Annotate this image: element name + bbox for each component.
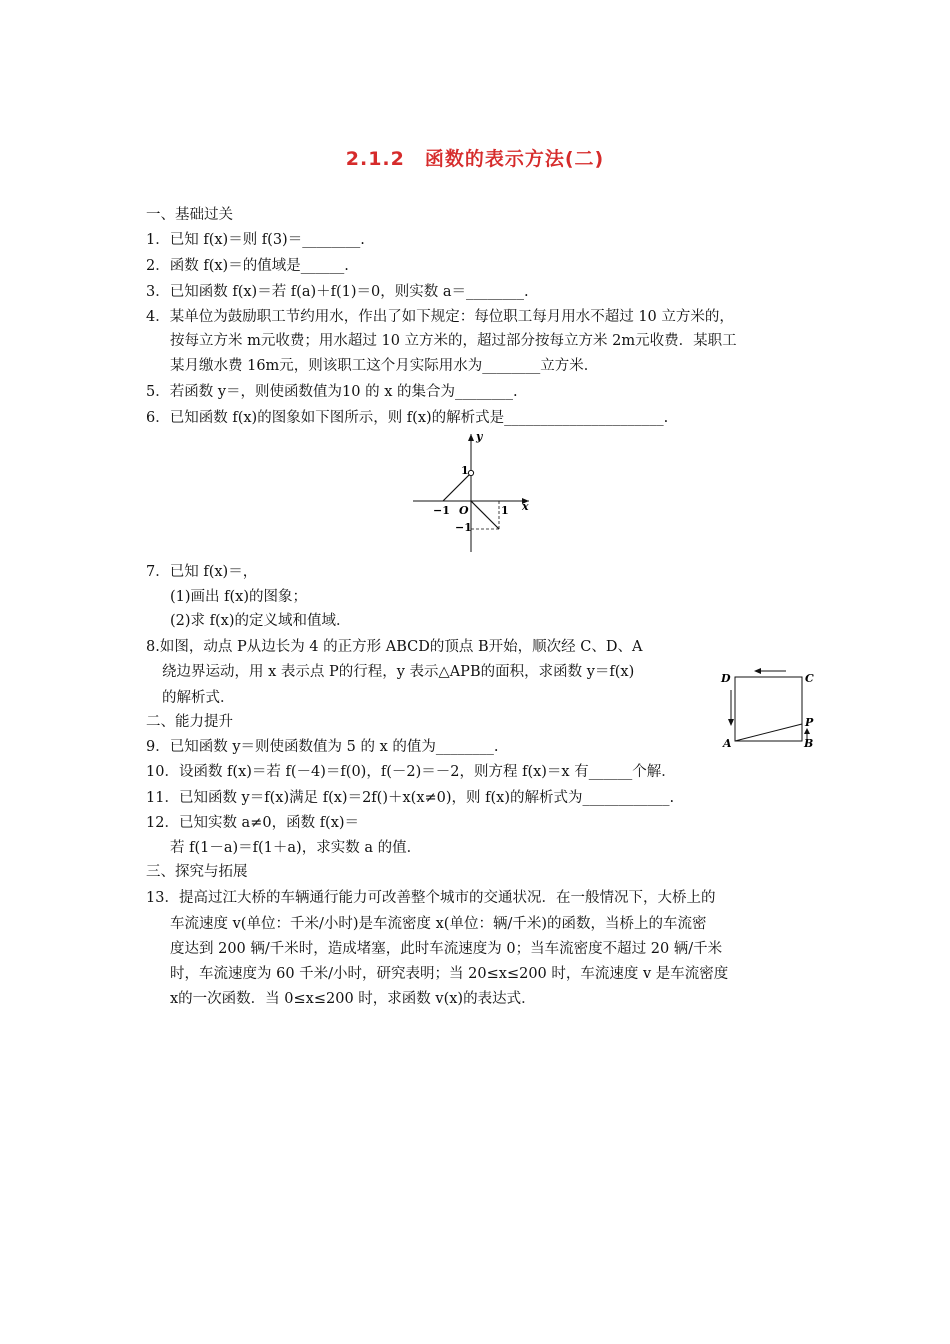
question-7-part-1: (1)画出 f(x)的图象； — [170, 589, 308, 605]
page-title: 2.1.2 函数的表示方法(二) — [345, 148, 605, 170]
question-7: 7．已知 f(x)＝， — [146, 564, 258, 580]
question-8-line-1: 8.如图，动点 P从边长为 4 的正方形 ABCD的顶点 B开始，顺次经 C、D、A — [146, 639, 643, 655]
question-13-line-3: 度达到 200 辆/千米时，造成堵塞，此时车流速度为 0；当车流密度不超过 20 辆/千米 — [170, 941, 723, 957]
tick-label-x-neg-1: −1 — [433, 504, 450, 517]
origin-label: O — [459, 504, 469, 517]
question-9: 9．已知函数 y＝则使函数值为 5 的 x 的值为________. — [146, 739, 499, 755]
question-12-line-1: 12．已知实数 a≠0，函数 f(x)＝ — [146, 815, 360, 831]
y-axis-arrow — [468, 434, 474, 441]
question-7-part-2: (2)求 f(x)的定义域和值域． — [170, 613, 351, 629]
arrow-left-head — [728, 719, 734, 726]
question-13-line-4: 时，车流速度为 60 千米/小时，研究表明；当 20≤x≤200 时，车流速度 v 是车流密度 — [170, 966, 729, 982]
square-abcd — [735, 677, 802, 741]
vertex-c: C — [805, 672, 814, 685]
question-6-graph — [405, 428, 540, 558]
question-10: 10．设函数 f(x)＝若 f(－4)＝f(0)，f(－2)＝－2，则方程 f(x)＝x 有______个解． — [146, 764, 676, 780]
point-p: P — [805, 716, 814, 729]
tick-label-x-1: 1 — [501, 504, 509, 517]
question-6: 6．已知函数 f(x)的图象如下图所示，则 f(x)的解析式是______________________. — [146, 410, 669, 426]
vertex-a: A — [723, 737, 732, 750]
question-13-line-2: 车流速度 v(单位：千米/小时)是车流密度 x(单位：辆/千米)的函数，当桥上的车流密 — [170, 916, 707, 932]
question-13-line-1: 13．提高过江大桥的车辆通行能力可改善整个城市的交通状况．在一般情况下，大桥上的 — [146, 890, 716, 906]
segment-right — [471, 501, 499, 529]
vertex-b: B — [804, 737, 814, 750]
y-axis-label: y — [476, 430, 483, 443]
segment-ap — [735, 724, 802, 741]
vertex-d: D — [721, 672, 731, 685]
question-8-figure — [718, 668, 823, 753]
tick-label-y-1: 1 — [461, 464, 469, 477]
section-advanced: 二、能力提升 — [146, 714, 233, 730]
open-point — [468, 470, 473, 475]
x-axis-label: x — [522, 500, 529, 513]
question-11: 11．已知函数 y＝f(x)满足 f(x)＝2f()＋x(x≠0)，则 f(x)的解析式为____________. — [146, 790, 675, 806]
question-2: 2．函数 f(x)＝的值域是______. — [146, 258, 349, 274]
question-4-line-2: 按每立方米 m元收费；用水超过 10 立方米的，超过部分按每立方米 2m元收费．某职工 — [170, 333, 737, 349]
question-5: 5．若函数 y＝，则使函数值为10 的 x 的集合为________. — [146, 384, 518, 400]
question-8-line-2: 绕边界运动，用 x 表示点 P的行程，y 表示△APB的面积，求函数 y＝f(x) — [162, 664, 635, 680]
question-4-line-3: 某月缴水费 16m元，则该职工这个月实际用水为________立方米． — [170, 358, 599, 374]
question-12-line-2: 若 f(1－a)＝f(1＋a)，求实数 a 的值． — [170, 840, 422, 856]
question-4-line-1: 4．某单位为鼓励职工节约用水，作出了如下规定：每位职工每月用水不超过 10 立方米的， — [146, 309, 734, 325]
tick-label-y-neg-1: −1 — [455, 521, 472, 534]
segment-left — [443, 473, 471, 501]
section-extension: 三、探究与拓展 — [146, 864, 248, 880]
section-basic: 一、基础过关 — [146, 207, 233, 223]
question-8-line-3: 的解析式． — [162, 690, 235, 706]
arrow-top-head — [754, 668, 761, 674]
question-13-line-5: x的一次函数．当 0≤x≤200 时，求函数 v(x)的表达式． — [170, 991, 536, 1007]
question-3: 3．已知函数 f(x)＝若 f(a)＋f(1)＝0，则实数 a＝________. — [146, 284, 529, 300]
question-1: 1．已知 f(x)＝则 f(3)＝________. — [146, 232, 365, 248]
